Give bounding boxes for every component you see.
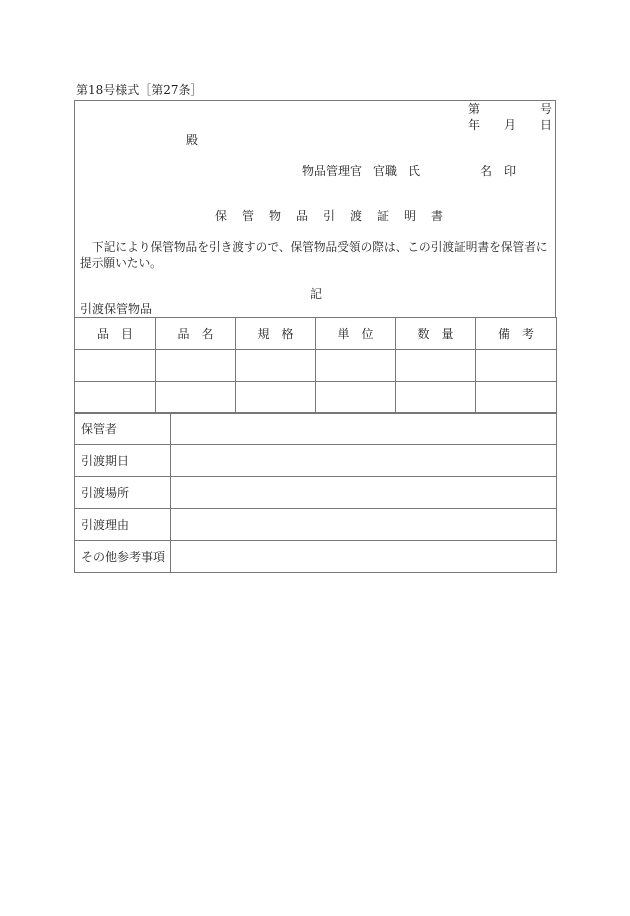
date-year: 年 <box>468 118 481 132</box>
header-cell-quantity: 数量 <box>396 318 476 350</box>
date-month: 月 <box>504 118 517 132</box>
number-suffix: 号 <box>540 102 553 116</box>
header-cell-item-name: 品名 <box>156 318 236 350</box>
number-prefix: 第 <box>468 102 481 116</box>
header-cell-category: 品目 <box>75 318 156 350</box>
value-other-notes[interactable] <box>171 541 557 573</box>
ki-heading: 記 <box>310 287 323 301</box>
cell-category[interactable] <box>75 382 156 414</box>
cell-spec[interactable] <box>236 382 316 414</box>
cell-item-name[interactable] <box>156 350 236 382</box>
cell-unit[interactable] <box>316 382 396 414</box>
cell-item-name[interactable] <box>156 382 236 414</box>
cell-remarks[interactable] <box>476 382 557 414</box>
transfer-info-table <box>74 412 557 573</box>
body-text-line2: 提示願いたい。 <box>80 256 162 270</box>
info-row-other-notes <box>75 541 557 573</box>
seal-mark: 印 <box>504 164 517 178</box>
value-transfer-reason[interactable] <box>171 509 557 541</box>
form-reference: 第18号様式［第27条］ <box>76 83 203 97</box>
header-cell-remarks: 備考 <box>476 318 557 350</box>
value-transfer-place[interactable] <box>171 477 557 509</box>
value-transfer-date[interactable] <box>171 445 557 477</box>
header-cell-spec: 規格 <box>236 318 316 350</box>
label-other-notes: その他参考事項 <box>75 541 171 573</box>
header-cell-unit: 単位 <box>316 318 396 350</box>
info-row-custodian <box>75 413 557 445</box>
items-section-label: 引渡保管物品 <box>80 302 153 316</box>
document-title: 保管物品引渡証明書 <box>215 209 459 223</box>
table-row <box>75 382 557 414</box>
cell-quantity[interactable] <box>396 350 476 382</box>
info-row-transfer-place <box>75 477 557 509</box>
items-header-row <box>75 318 557 350</box>
addressee-suffix: 殿 <box>186 133 199 147</box>
label-transfer-date: 引渡期日 <box>75 445 171 477</box>
items-table <box>74 317 557 414</box>
issuer-title: 物品管理官 <box>302 164 363 178</box>
info-row-transfer-reason <box>75 509 557 541</box>
table-row <box>75 350 557 382</box>
issuer-office: 官職 <box>373 164 398 178</box>
cell-quantity[interactable] <box>396 382 476 414</box>
issuer-family-name: 氏 <box>408 164 421 178</box>
label-transfer-reason: 引渡理由 <box>75 509 171 541</box>
issuer-given-name: 名 <box>480 164 493 178</box>
body-text-line1: 下記により保管物品を引き渡すので、保管物品受領の際は、この引渡証明書を保管者に <box>92 240 548 254</box>
info-row-transfer-date <box>75 445 557 477</box>
cell-unit[interactable] <box>316 350 396 382</box>
cell-category[interactable] <box>75 350 156 382</box>
label-transfer-place: 引渡場所 <box>75 477 171 509</box>
date-day: 日 <box>540 118 553 132</box>
cell-spec[interactable] <box>236 350 316 382</box>
cell-remarks[interactable] <box>476 350 557 382</box>
label-custodian: 保管者 <box>75 413 171 445</box>
value-custodian[interactable] <box>171 413 557 445</box>
